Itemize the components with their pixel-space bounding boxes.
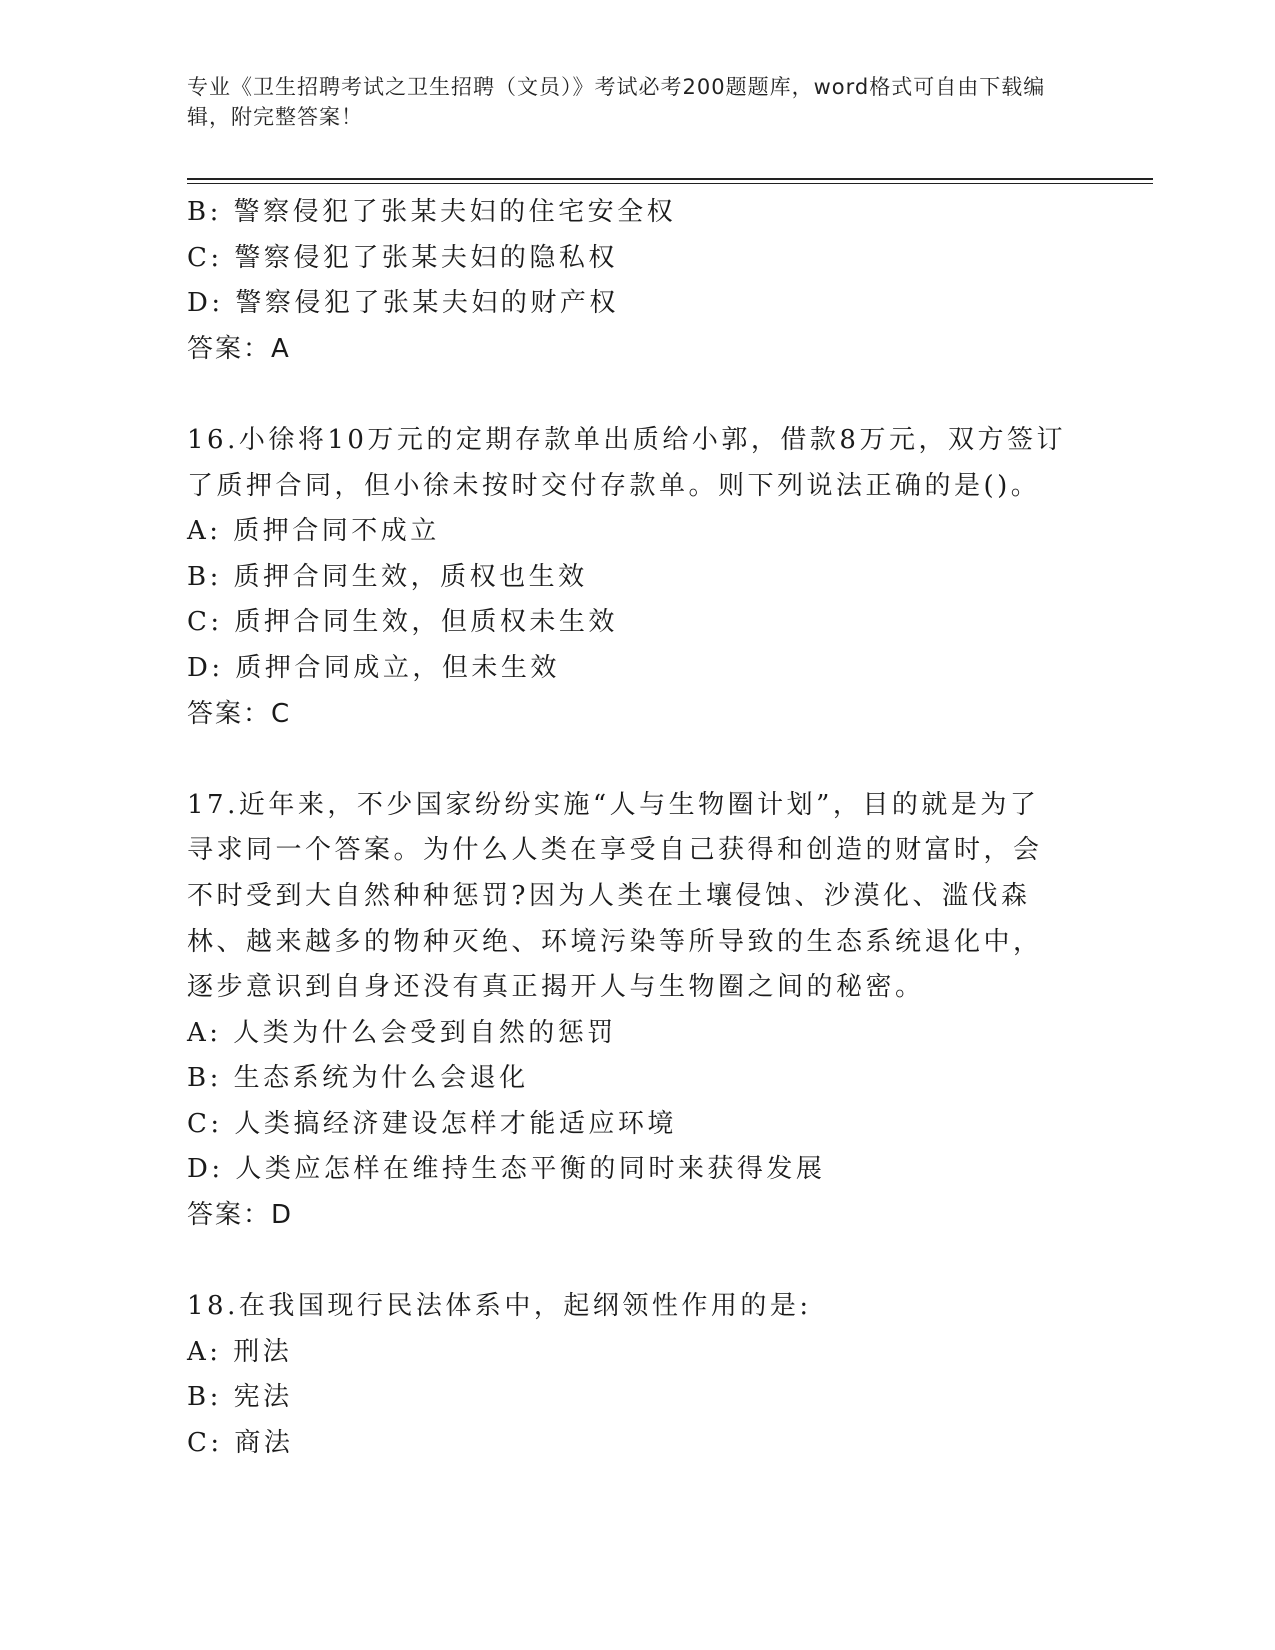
answer-line: 答案：C [187, 698, 292, 729]
question-stem: 18.在我国现行民法体系中，起纲领性作用的是: [187, 1291, 812, 1322]
option-c: C: 警察侵犯了张某夫妇的隐私权 [187, 242, 618, 273]
option-b: B: 生态系统为什么会退化 [187, 1063, 529, 1094]
option-a: A: 刑法 [187, 1336, 293, 1367]
option-d: D: 质押合同成立，但未生效 [187, 652, 560, 683]
question-stem: 16.小徐将10万元的定期存款单出质给小郭，借款8万元，双方签订了质押合同，但小徐未按时交付存款单。则下列说法正确的是()。 [187, 424, 1066, 501]
question-list [187, 190, 1067, 1467]
header-divider-thin [187, 183, 1153, 184]
option-b: B: 宪法 [187, 1382, 293, 1413]
option-c: C: 商法 [187, 1428, 294, 1459]
option-b: B: 质押合同生效，质权也生效 [187, 561, 588, 592]
answer-line: 答案：D [187, 1200, 294, 1231]
spacer [187, 737, 1067, 783]
spacer [187, 372, 1067, 418]
option-a: A: 质押合同不成立 [187, 516, 440, 547]
question-18 [187, 1284, 1067, 1466]
question-15-continued [187, 190, 1067, 372]
option-a: A: 人类为什么会受到自然的惩罚 [187, 1017, 617, 1048]
option-d: D: 警察侵犯了张某夫妇的财产权 [187, 288, 619, 319]
question-17 [187, 783, 1067, 1239]
spacer [187, 1239, 1067, 1285]
header-divider-thick [187, 178, 1153, 180]
answer-line: 答案：A [187, 333, 291, 364]
document-header: 专业《卫生招聘考试之卫生招聘（文员）》考试必考200题题库，word格式可自由下载编辑，附完整答案！ [187, 75, 1046, 129]
option-c: C: 人类搞经济建设怎样才能适应环境 [187, 1108, 677, 1139]
option-b: B: 警察侵犯了张某夫妇的住宅安全权 [187, 197, 677, 227]
question-16 [187, 418, 1067, 737]
option-d: D: 人类应怎样在维持生态平衡的同时来获得发展 [187, 1154, 826, 1185]
question-stem: 17.近年来，不少国家纷纷实施“人与生物圈计划”，目的就是为了寻求同一个答案。为什么人类在享受自己获得和创造的财富时，会不时受到大自然种种惩罚?因为人类在土壤侵蚀、沙漠化、滥伐森林、越来越多的物种灭绝、环境污染等所导致的生态系统退化中，逐步意识到自身还没有真正揭开人与生物圈之间的秘密。 [187, 789, 1043, 1003]
option-c: C: 质押合同生效，但质权未生效 [187, 607, 618, 638]
